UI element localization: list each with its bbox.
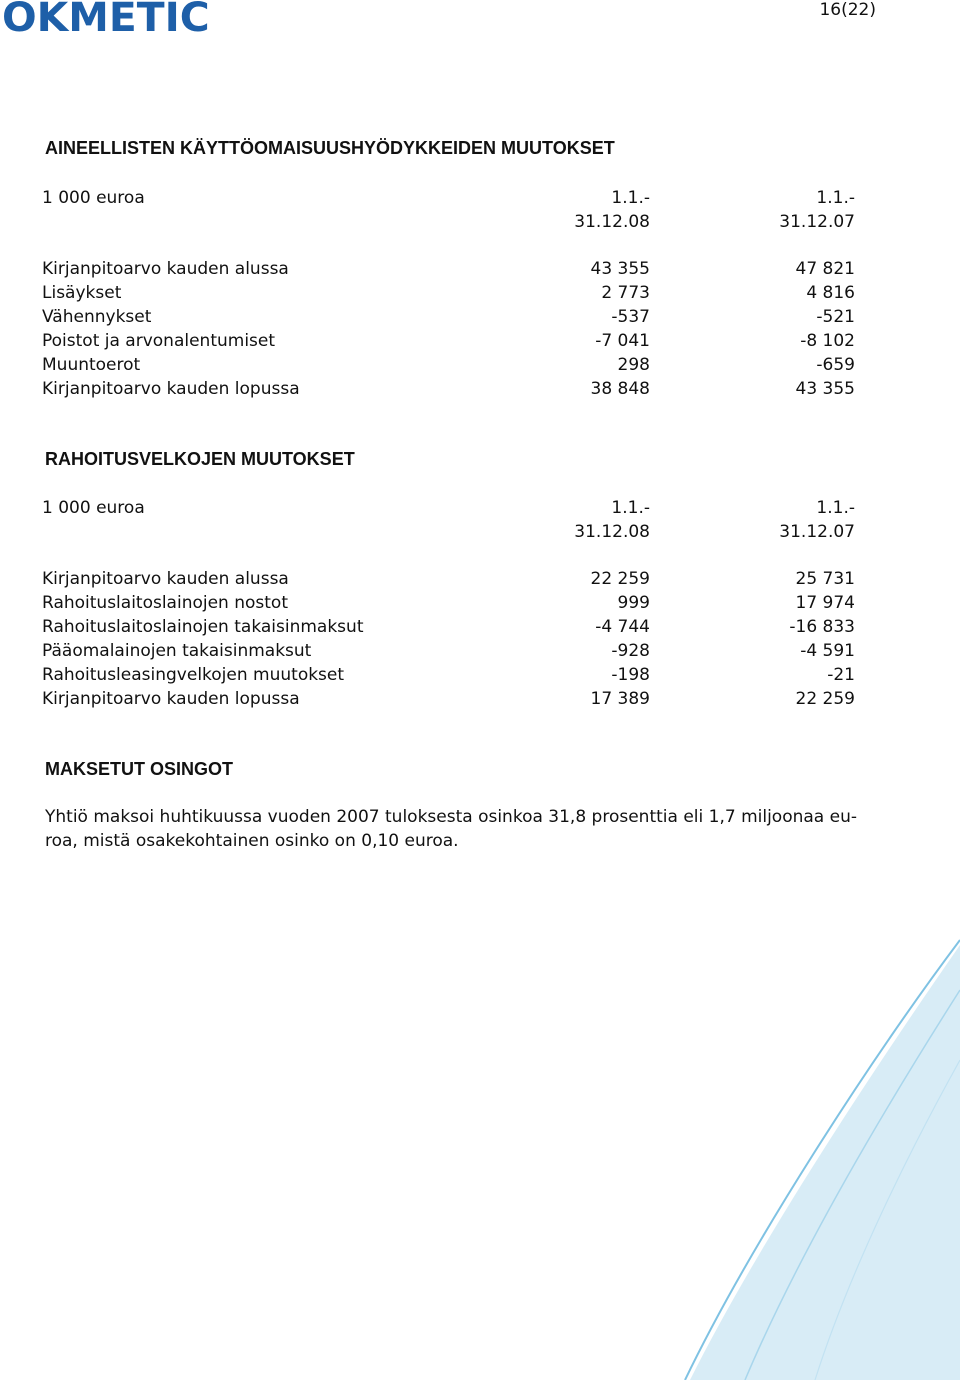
value-2007: -21 (827, 665, 855, 685)
value-2008: 2 773 (601, 283, 650, 303)
value-2007: 43 355 (795, 379, 855, 399)
value-2007: 47 821 (795, 259, 855, 279)
table-row (42, 257, 862, 281)
unit-label: 1 000 euroa (42, 188, 145, 208)
value-2008: 17 389 (590, 689, 650, 709)
swoosh-line-inner-2 (815, 1060, 960, 1380)
table-header-row (42, 186, 862, 234)
row-label: Pääomalainojen takaisinmaksut (42, 641, 312, 661)
table-row (42, 687, 862, 711)
table-row (42, 639, 862, 663)
value-2008: -7 041 (595, 331, 650, 351)
dividend-paragraph (45, 805, 895, 853)
value-2008: 38 848 (590, 379, 650, 399)
okmetic-logo: OKMETIC (2, 0, 210, 41)
page-number: 16(22) (819, 0, 876, 20)
table-row (42, 305, 862, 329)
value-2008: -4 744 (595, 617, 650, 637)
table-header-row (42, 496, 862, 544)
value-2007: 22 259 (795, 689, 855, 709)
row-label: Rahoituslaitoslainojen takaisinmaksut (42, 617, 364, 637)
section-title-dividends: MAKSETUT OSINGOT (45, 759, 233, 779)
value-2007: -521 (816, 307, 855, 327)
row-label: Rahoitusleasingvelkojen muutokset (42, 665, 345, 685)
column-header-2007: 1.1.- 31.12.07 (779, 188, 855, 232)
value-2007: -659 (816, 355, 855, 375)
row-label: Vähennykset (42, 307, 152, 327)
row-label: Poistot ja arvonalentumiset (42, 331, 276, 351)
table-row (42, 615, 862, 639)
row-label: Kirjanpitoarvo kauden lopussa (42, 689, 300, 709)
value-2007: -4 591 (800, 641, 855, 661)
section-title-financial-liabilities: RAHOITUSVELKOJEN MUUTOKSET (45, 449, 355, 469)
row-label: Muuntoerot (42, 355, 141, 375)
swoosh-line-inner (745, 990, 960, 1380)
value-2007: 17 974 (795, 593, 855, 613)
table-row (42, 377, 862, 401)
row-label: Lisäykset (42, 283, 122, 303)
value-2007: 25 731 (795, 569, 855, 589)
table-row (42, 353, 862, 377)
value-2008: 999 (617, 593, 650, 613)
row-label: Rahoituslaitoslainojen nostot (42, 593, 289, 613)
section-title-fixed-assets: AINEELLISTEN KÄYTTÖOMAISUUSHYÖDYKKEIDEN MUUTOKSET (45, 138, 615, 158)
value-2007: -16 833 (789, 617, 855, 637)
paragraph-line: roa, mistä osakekohtainen osinko on 0,10 euroa. (45, 831, 459, 851)
swoosh-line-outer (685, 940, 960, 1380)
value-2008: 43 355 (590, 259, 650, 279)
table-row (42, 329, 862, 353)
financial-liabilities-table (42, 496, 862, 711)
column-header-2008: 1.1.- 31.12.08 (574, 188, 650, 232)
row-label: Kirjanpitoarvo kauden alussa (42, 259, 289, 279)
value-2008: -928 (611, 641, 650, 661)
paragraph-line: Yhtiö maksoi huhtikuussa vuoden 2007 tuloksesta osinkoa 31,8 prosenttia eli 1,7 miljoonaa eu- (45, 807, 857, 827)
swoosh-fill (690, 945, 960, 1380)
value-2008: -198 (611, 665, 650, 685)
value-2007: -8 102 (800, 331, 855, 351)
fixed-assets-table (42, 186, 862, 401)
table-row (42, 663, 862, 687)
table-row (42, 281, 862, 305)
column-header-2008: 1.1.- 31.12.08 (574, 498, 650, 542)
value-2008: -537 (611, 307, 650, 327)
value-2008: 22 259 (590, 569, 650, 589)
row-label: Kirjanpitoarvo kauden lopussa (42, 379, 300, 399)
value-2008: 298 (617, 355, 650, 375)
column-header-2007: 1.1.- 31.12.07 (779, 498, 855, 542)
table-row (42, 567, 862, 591)
table-row (42, 591, 862, 615)
value-2007: 4 816 (806, 283, 855, 303)
unit-label: 1 000 euroa (42, 498, 145, 518)
row-label: Kirjanpitoarvo kauden alussa (42, 569, 289, 589)
